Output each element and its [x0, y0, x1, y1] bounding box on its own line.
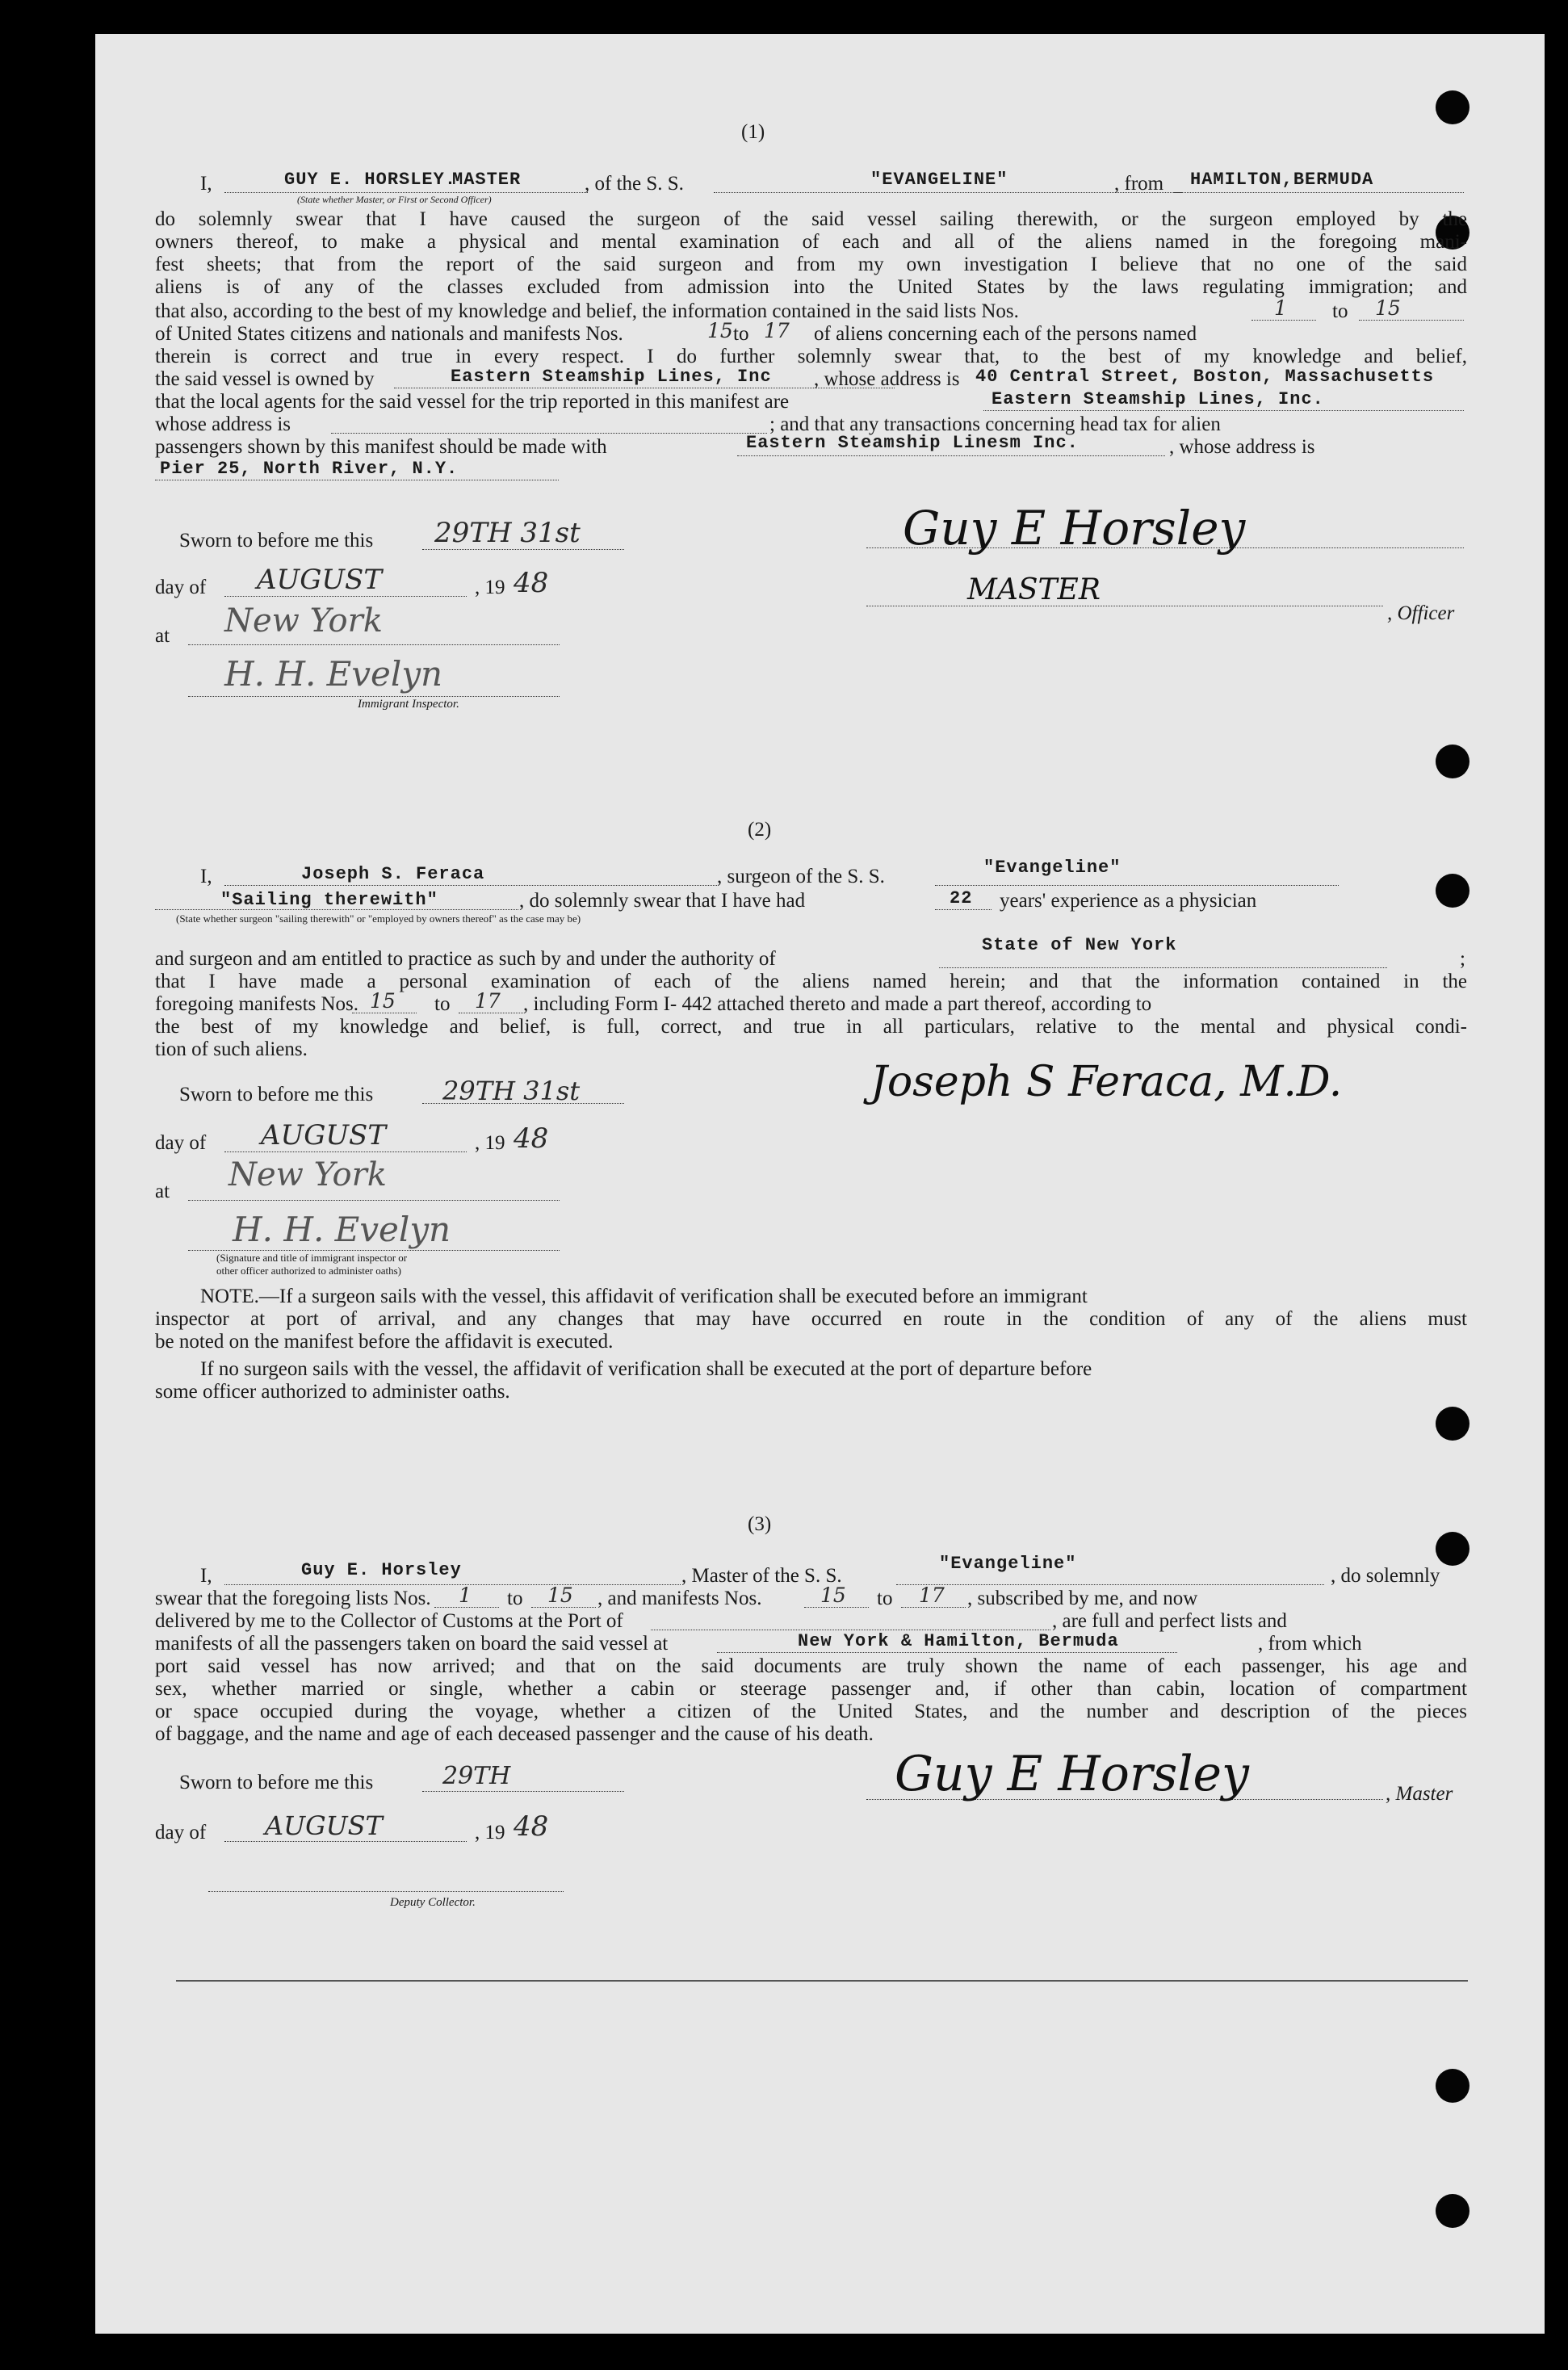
- oath-line-2: owners thereof, to make a physical and mental examination of each and all of the aliens named in the foregoing mani-: [155, 231, 1467, 253]
- local-agents: Eastern Steamship Lines, Inc.: [992, 389, 1324, 409]
- intro-I: I,: [200, 173, 212, 195]
- inspector-signature: H. H. Evelyn: [233, 1210, 451, 1249]
- at-label: at: [155, 625, 170, 647]
- manifests-from: 15: [707, 319, 733, 342]
- lists-line-c: , subscribed by me, and now: [967, 1588, 1198, 1609]
- vessel-name: "EVANGELINE": [870, 170, 1008, 190]
- authority-line-a: and surgeon and am entitled to practice as such by and under the authority of: [155, 948, 776, 970]
- master-name: GUY E. HORSLEY.: [284, 170, 457, 190]
- punch-hole: [1436, 874, 1469, 908]
- of-ss-label: , of the S. S.: [585, 173, 684, 195]
- swear-text: , do solemnly swear that I have had: [519, 890, 806, 912]
- oath-line-11b: , whose address is: [1169, 436, 1315, 458]
- aliens-line: tion of such aliens.: [155, 1038, 308, 1060]
- rank-caption: (State whether Master, or First or Second Officer): [297, 194, 492, 205]
- surgeon-name: Joseph S. Feraca: [301, 864, 485, 884]
- manifests-to: 17: [919, 1583, 945, 1607]
- day-of-label: day of: [155, 577, 207, 598]
- lists-to: 15: [547, 1583, 573, 1607]
- to-label: to: [434, 993, 451, 1015]
- sworn-month: AUGUST: [261, 1119, 386, 1151]
- baggage-line: of baggage, and the name and age of each deceased passenger and the cause of his death.: [155, 1723, 874, 1745]
- sworn-year: 48: [514, 567, 549, 599]
- from-label: , from: [1114, 173, 1164, 195]
- space-line: or space occupied during the voyage, whether a citizen of the United States, and the number and description of the pieces: [155, 1701, 1467, 1722]
- punch-hole: [1436, 2194, 1469, 2228]
- oath-line-1: do solemnly swear that I have caused the surgeon of the said vessel sailing therewith, or the surgeon employed by the: [155, 208, 1467, 230]
- lists-from: 1: [1274, 296, 1287, 320]
- delivered-line-b: , are full and perfect lists and: [1052, 1610, 1287, 1632]
- sworn-month: AUGUST: [257, 564, 382, 596]
- oath-line-6b: of aliens concerning each of the persons named: [814, 323, 1197, 345]
- officer-label: , Officer: [1387, 602, 1455, 624]
- note-line-1: [200, 1286, 1088, 1308]
- surgeon-status: "Sailing therewith": [220, 890, 438, 910]
- at-label: at: [155, 1181, 170, 1202]
- section-number: (2): [748, 819, 772, 841]
- oath-line-11a: passengers shown by this manifest should be made with: [155, 436, 607, 458]
- note2-line-1: If no surgeon sails with the vessel, the affidavit of verification shall be executed at the port of departure before: [200, 1358, 1092, 1380]
- note-line-3: be noted on the manifest before the affidavit is executed.: [155, 1331, 614, 1353]
- bottom-rule: [176, 1980, 1468, 1982]
- manifests-line-a: manifests of all the passengers taken on board the said vessel at: [155, 1633, 669, 1655]
- sworn-year: 48: [514, 1810, 549, 1843]
- vessel-name: "Evangeline": [939, 1554, 1077, 1574]
- surgeon-of-label: , surgeon of the S. S.: [717, 866, 885, 887]
- exam-line: that I have made a personal examination of each of the aliens named herein; and that the information contained in the: [155, 971, 1467, 992]
- oath-line-3: fest sheets; that from the report of the said surgeon and from my own investigation I believe that no one of the said: [155, 254, 1467, 275]
- inspector-signature: H. H. Evelyn: [224, 654, 443, 694]
- to-label-2: to: [733, 323, 749, 345]
- note-label: NOTE.: [200, 1286, 259, 1307]
- note2-line-2: some officer authorized to administer oaths.: [155, 1381, 510, 1403]
- oath-line-7: therein is correct and true in every respect. I do further solemnly swear that, to the best of my knowledge and belief,: [155, 346, 1467, 367]
- section-number: (3): [748, 1513, 772, 1535]
- sworn-label: Sworn to before me this: [179, 530, 374, 552]
- year-prefix: , 19: [475, 1822, 505, 1844]
- manifests-line-a: foregoing manifests Nos.: [155, 993, 359, 1015]
- master-of-label: , Master of the S. S.: [681, 1565, 842, 1587]
- vessel-name: "Evangeline": [983, 858, 1121, 878]
- day-of-label: day of: [155, 1132, 207, 1154]
- lists-line-a: swear that the foregoing lists Nos.: [155, 1588, 431, 1609]
- punch-hole: [1436, 1532, 1469, 1566]
- manifests-line-b: , from which: [1258, 1633, 1362, 1655]
- sworn-month: AUGUST: [265, 1810, 383, 1841]
- sworn-label: Sworn to before me this: [179, 1084, 374, 1105]
- note-line-2: inspector at port of arrival, and any changes that may have occurred en route in the condition of any of the aliens must: [155, 1308, 1467, 1330]
- day-of-label: day of: [155, 1822, 207, 1844]
- from-port: HAMILTON,BERMUDA: [1190, 170, 1374, 190]
- punch-hole: [1436, 1407, 1469, 1441]
- semicolon: ;: [1460, 948, 1465, 970]
- punch-hole: [1436, 2069, 1469, 2103]
- master-label: , Master: [1386, 1783, 1453, 1805]
- surgeon-signature: Joseph S Feraca, M.D.: [870, 1058, 1343, 1106]
- manifest-affidavit-page: [95, 34, 1545, 2334]
- sworn-place: New York: [224, 602, 383, 640]
- oath-line-6a: of United States citizens and nationals and manifests Nos.: [155, 323, 623, 345]
- oath-line-5: that also, according to the best of my knowledge and belief, the information contained in the said lists Nos.: [155, 300, 1019, 322]
- years-text: years' experience as a physician: [1000, 890, 1257, 912]
- officer-signature: Guy E Horsley: [903, 501, 1246, 556]
- authority: State of New York: [982, 935, 1177, 955]
- status-caption: (State whether surgeon "sailing therewith" or "employed by owners thereof" as the case may be): [176, 912, 581, 925]
- owner-address: 40 Central Street, Boston, Massachusetts: [975, 367, 1435, 387]
- oath-line-8b: , whose address is: [814, 368, 960, 390]
- owner-name: Eastern Steamship Lines, Inc: [451, 367, 772, 387]
- punch-hole: [1436, 90, 1469, 124]
- manifests-to: 17: [764, 319, 790, 342]
- sworn-place: New York: [228, 1156, 387, 1193]
- intro-I: I,: [200, 1565, 212, 1587]
- head-tax-party: Eastern Steamship Linesm Inc.: [746, 433, 1079, 453]
- master-name: Guy E. Horsley: [301, 1560, 462, 1580]
- arrival-line: port said vessel has now arrived; and that on the said documents are truly shown the name of each passenger, his age and: [155, 1655, 1467, 1677]
- section-number: (1): [741, 121, 765, 143]
- sworn-label: Sworn to before me this: [179, 1772, 374, 1793]
- sworn-year: 48: [514, 1122, 549, 1155]
- sworn-day: 29TH 31st: [434, 517, 581, 549]
- oath-line-4: aliens is of any of the classes excluded from admission into the United States by the laws regulating immigration; and: [155, 276, 1467, 298]
- intro-I: I,: [200, 866, 212, 887]
- lists-to: 15: [1375, 296, 1401, 320]
- manifests-line-b: , including Form I- 442 attached thereto and made a part thereof, according to: [523, 993, 1152, 1015]
- knowledge-line: the best of my knowledge and belief, is full, correct, and true in all particulars, relative to the mental and physical condi-: [155, 1016, 1467, 1038]
- year-prefix: , 19: [475, 1132, 505, 1154]
- ports: New York & Hamilton, Bermuda: [798, 1631, 1119, 1651]
- lists-from: 1: [459, 1583, 472, 1607]
- master-rank: MASTER: [452, 170, 522, 190]
- officer-title: MASTER: [967, 573, 1101, 606]
- manifests-to: 17: [475, 989, 501, 1013]
- years-experience: 22: [950, 888, 973, 908]
- swear-label: , do solemnly: [1331, 1565, 1440, 1587]
- inspector-caption: Immigrant Inspector.: [358, 698, 459, 711]
- delivered-line-a: delivered by me to the Collector of Customs at the Port of: [155, 1610, 623, 1632]
- punch-hole: [1436, 745, 1469, 778]
- oath-line-10b: ; and that any transactions concerning head tax for alien: [769, 413, 1221, 435]
- to-label: to: [507, 1588, 523, 1609]
- master-signature: Guy E Horsley: [895, 1746, 1249, 1802]
- head-tax-address: Pier 25, North River, N.Y.: [160, 459, 459, 479]
- inspector-caption-2: other officer authorized to administer oaths): [216, 1265, 401, 1277]
- sworn-day: 29TH 31st: [442, 1076, 581, 1106]
- note-text: —If a surgeon sails with the vessel, this affidavit of verification shall be executed before an immigrant: [258, 1286, 1088, 1307]
- deputy-caption: Deputy Collector.: [390, 1896, 476, 1909]
- sworn-day: 29TH: [442, 1762, 511, 1790]
- oath-line-9a: that the local agents for the said vessel for the trip reported in this manifest are: [155, 391, 790, 413]
- manifests-from: 15: [370, 989, 396, 1013]
- sex-line: sex, whether married or single, whether a cabin or steerage passenger and, if other than cabin, location of compartment: [155, 1678, 1467, 1700]
- to-label: to: [1332, 300, 1348, 322]
- oath-line-8a: the said vessel is owned by: [155, 368, 375, 390]
- year-prefix: , 19: [475, 577, 505, 598]
- inspector-caption-1: (Signature and title of immigrant inspector or: [216, 1252, 408, 1264]
- manifests-from: 15: [820, 1583, 846, 1607]
- oath-line-10a: whose address is: [155, 413, 291, 435]
- to-label-2: to: [877, 1588, 893, 1609]
- lists-line-b: , and manifests Nos.: [597, 1588, 762, 1609]
